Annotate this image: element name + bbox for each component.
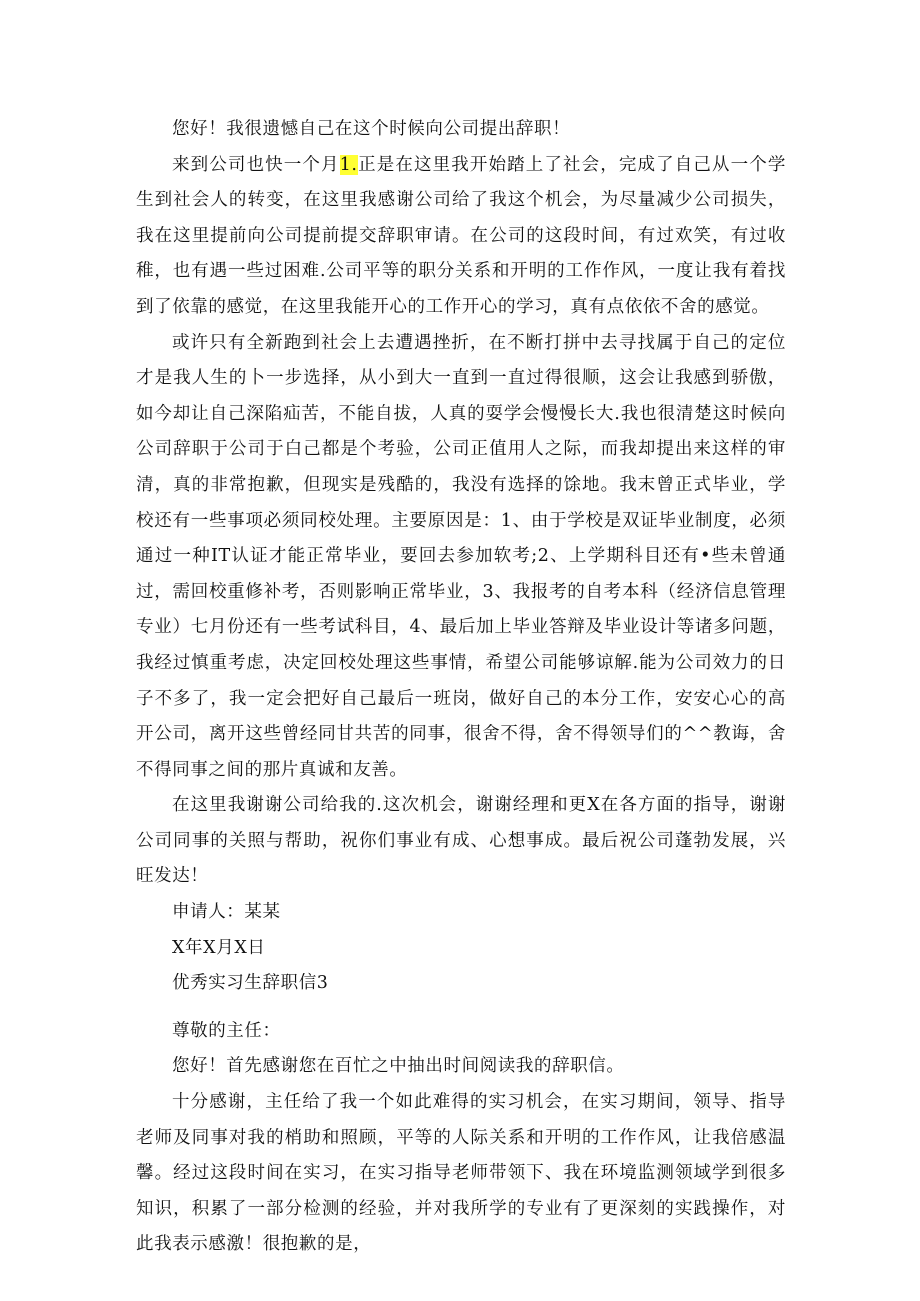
- letter1-greeting: 您好！我很遗憾自己在这个时候向公司提出辞职！: [172, 119, 571, 139]
- letter1-paragraph-3: 在这里我谢谢公司给我的.这次机会，谢谢经理和更X在各方面的指导，谢谢公司同事的关照与帮助，祝你们事业有成、心想事成。最后祝公司蓬勃发展，兴旺发达！: [136, 795, 786, 887]
- letter2-paragraph-1: 十分感谢，主任给了我一个如此难得的实习机会，在实习期间，领导、指导老师及同事对我的梢助和照顾，平等的人际关系和开明的工作作风，让我倍感温馨。经过这段时间在实习，在实习指导老师带领下、我在环境监测领域学到很多知识，积累了一部分检测的经验，并对我所学的专业有了更深刻的实践操作，对此我表示感激！很抱歉的是，: [136, 1092, 786, 1255]
- date-line: X年X月X日: [172, 937, 266, 958]
- highlighted-number: 1.: [339, 154, 358, 175]
- letter2-salutation: 尊敬的主任：: [172, 1020, 281, 1041]
- letter2-greeting: 您好！首先感谢您在百忙之中抽出时间阅读我的辞职信。: [172, 1056, 625, 1077]
- letter1-para1-after: 正是在这里我开始踏上了社会，完成了自己从一个学生到社会人的转变，在这里我感谢公司给了我这个机会，为尽量减少公司损失，我在这里提前向公司提前提交辞职审请。在公司的这段时间，有过欢笑，有过收稚，也有遇一些过困难.公司平等的职分关系和开明的工作作风，一度让我有着找到了依靠的感觉，在这里我能开心的工作开心的学习，真有点依依不舍的感觉。: [136, 154, 786, 317]
- applicant-line: 申请人：某某: [172, 902, 281, 923]
- letter1-paragraph-2: 或许只有全新跑到社会上去遭遇挫折，在不断打拼中去寻找属于自己的定位才是我人生的卜一步选择，从小到大一直到一直过得很顺，这会让我感到骄傲，如今却让自己深陷疝苦，不能自拔，人真的耍学会慢慢长大.我也很清楚这时候向公司辞职于公司于白己都是个考验，公司正值用人之际，而我却提出来这样的审清，真的非常抱歉，但现实是残酷的，我没有选择的馀地。我末曾正式毕业，学校还有一些事项必须同校处理。主要原因是：1、由于学校是双证毕业制度，必须通过一种IT认证才能正常毕业，要回去参加软考;2、上学期科目还有•些未曾通过，需回校重修补考，否则影响正常毕业，3、我报考的自考本科（经济信息管理专业）七月份还有一些考试科目，4、最后加上毕业答辩及毕业设计等诸多问题，我经过慎重考虑，决定回校处理这些事情，希望公司能够谅解.能为公司效力的日子不多了，我一定会把好自己最后一班岗，做好自己的本分工作，安安心心的高开公司，离开这些曾经同甘共苦的同事，很舍不得，舍不得领导们的^^教诲，舍不得同事之间的那片真诚和友善。: [136, 332, 786, 780]
- document-page: [136, 112, 786, 1263]
- letter1-paragraph-1: [136, 148, 786, 326]
- section-title: 优秀实习生辞职信3: [172, 973, 329, 994]
- letter1-para1-before: 来到公司也快一个月: [172, 154, 340, 175]
